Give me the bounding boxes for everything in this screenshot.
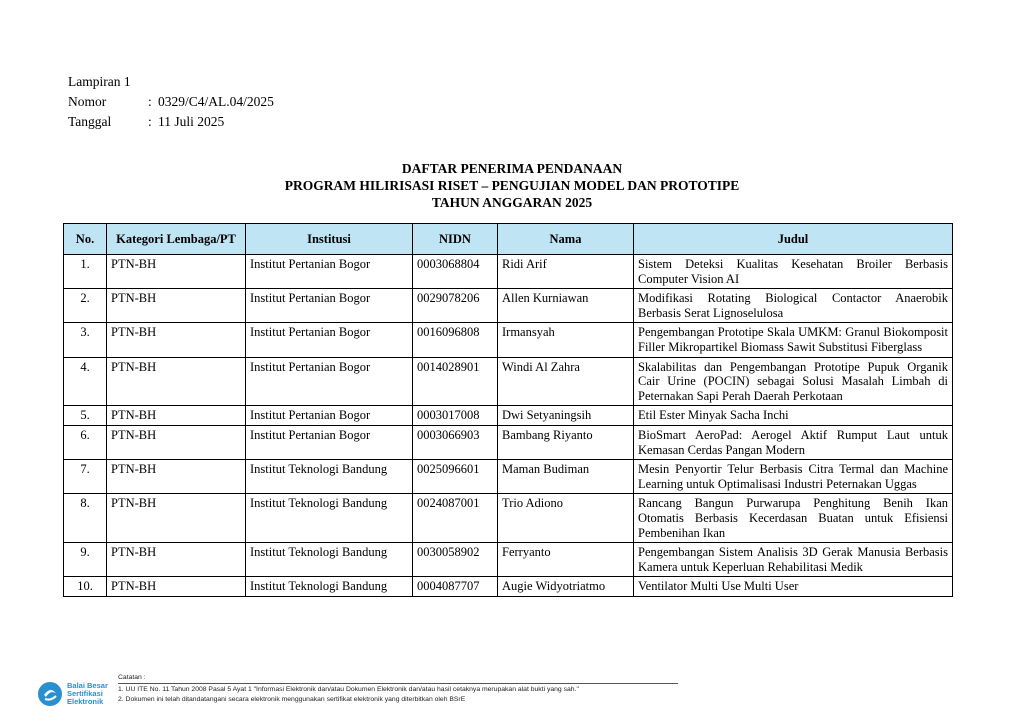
column-header-no: No. bbox=[64, 224, 107, 255]
title-line-1: DAFTAR PENERIMA PENDANAAN bbox=[401, 161, 623, 176]
row-no: 10. bbox=[64, 577, 107, 597]
row-nidn: 0014028901 bbox=[413, 357, 498, 406]
row-nidn: 0003066903 bbox=[413, 425, 498, 459]
row-kategori: PTN-BH bbox=[107, 425, 246, 459]
row-kategori: PTN-BH bbox=[107, 577, 246, 597]
row-kategori: PTN-BH bbox=[107, 289, 246, 323]
table-row bbox=[64, 543, 953, 577]
row-judul: Ventilator Multi Use Multi User bbox=[634, 577, 953, 597]
row-kategori: PTN-BH bbox=[107, 406, 246, 426]
row-no: 6. bbox=[64, 425, 107, 459]
row-nidn: 0003017008 bbox=[413, 406, 498, 426]
row-no: 5. bbox=[64, 406, 107, 426]
row-judul: Skalabilitas dan Pengembangan Prototipe Pupuk Organik Cair Urine (POCIN) sebagai Solusi Masalah Limbah di Peternakan Sapi Perah Daerah Perkotaan bbox=[634, 357, 953, 406]
column-header-kategori: Kategori Lembaga/PT bbox=[107, 224, 246, 255]
footer bbox=[36, 673, 686, 719]
row-judul: Mesin Penyortir Telur Berbasis Citra Termal dan Machine Learning untuk Optimalisasi Industri Peternakan Uggas bbox=[634, 460, 953, 494]
row-institusi: Institut Teknologi Bandung bbox=[246, 577, 413, 597]
row-nama: Irmansyah bbox=[498, 323, 634, 357]
row-institusi: Institut Teknologi Bandung bbox=[246, 543, 413, 577]
row-no: 3. bbox=[64, 323, 107, 357]
table-row bbox=[64, 255, 953, 289]
row-nama: Ferryanto bbox=[498, 543, 634, 577]
row-nama: Bambang Riyanto bbox=[498, 425, 634, 459]
row-nidn: 0016096808 bbox=[413, 323, 498, 357]
table-row bbox=[64, 460, 953, 494]
row-institusi: Institut Teknologi Bandung bbox=[246, 494, 413, 543]
row-kategori: PTN-BH bbox=[107, 460, 246, 494]
column-header-nama: Nama bbox=[498, 224, 634, 255]
title-line-3: TAHUN ANGGARAN 2025 bbox=[431, 195, 593, 210]
bsre-logo bbox=[36, 678, 116, 714]
nomor-separator: : bbox=[148, 94, 152, 109]
bsre-logo-text: Balai Besar Sertifikasi Elektronik bbox=[67, 681, 108, 706]
row-no: 2. bbox=[64, 289, 107, 323]
row-nidn: 0003068804 bbox=[413, 255, 498, 289]
table-row bbox=[64, 357, 953, 406]
tanggal-separator: : bbox=[148, 114, 152, 129]
column-header-judul: Judul bbox=[634, 224, 953, 255]
table-row bbox=[64, 425, 953, 459]
column-header-nidn: NIDN bbox=[413, 224, 498, 255]
catatan-divider bbox=[118, 683, 678, 684]
row-kategori: PTN-BH bbox=[107, 357, 246, 406]
row-institusi: Institut Pertanian Bogor bbox=[246, 357, 413, 406]
recipients-table bbox=[63, 223, 953, 597]
bsre-logo-icon bbox=[36, 680, 64, 708]
tanggal-label: Tanggal bbox=[68, 114, 112, 129]
title-line-2: PROGRAM HILIRISASI RISET – PENGUJIAN MODEL DAN PROTOTIPE bbox=[284, 178, 740, 193]
row-kategori: PTN-BH bbox=[107, 323, 246, 357]
row-judul: BioSmart AeroPad: Aerogel Aktif Rumput Laut untuk Kemasan Cerdas Pangan Modern bbox=[634, 425, 953, 459]
column-header-institusi: Institusi bbox=[246, 224, 413, 255]
row-institusi: Institut Pertanian Bogor bbox=[246, 425, 413, 459]
row-institusi: Institut Pertanian Bogor bbox=[246, 255, 413, 289]
catatan-note-1: 1. UU ITE No. 11 Tahun 2008 Pasal 5 Ayat 1 "Informasi Elektronik dan/atau Dokumen Elektronik dan/atau hasil cetaknya merupakan alat bukti yang sah." bbox=[118, 686, 579, 693]
row-kategori: PTN-BH bbox=[107, 543, 246, 577]
table-header-row bbox=[64, 224, 953, 255]
row-judul: Rancang Bangun Purwarupa Penghitung Benih Ikan Otomatis Berbasis Kecerdasan Buatan untuk Efisiensi Pembenihan Ikan bbox=[634, 494, 953, 543]
table-body bbox=[64, 255, 953, 597]
row-judul: Modifikasi Rotating Biological Contactor Anaerobik Berbasis Serat Lignoselulosa bbox=[634, 289, 953, 323]
row-nidn: 0029078206 bbox=[413, 289, 498, 323]
row-institusi: Institut Teknologi Bandung bbox=[246, 460, 413, 494]
row-nama: Windi Al Zahra bbox=[498, 357, 634, 406]
row-nama: Trio Adiono bbox=[498, 494, 634, 543]
document-title bbox=[0, 160, 1024, 211]
document-header bbox=[68, 72, 274, 132]
row-institusi: Institut Pertanian Bogor bbox=[246, 406, 413, 426]
catatan-title: Catatan : bbox=[118, 674, 146, 681]
row-nama: Ridi Arif bbox=[498, 255, 634, 289]
row-kategori: PTN-BH bbox=[107, 494, 246, 543]
table-row bbox=[64, 406, 953, 426]
row-judul: Sistem Deteksi Kualitas Kesehatan Broiler Berbasis Computer Vision AI bbox=[634, 255, 953, 289]
lampiran-label: Lampiran 1 bbox=[68, 74, 131, 89]
row-nama: Maman Budiman bbox=[498, 460, 634, 494]
row-kategori: PTN-BH bbox=[107, 255, 246, 289]
table-row bbox=[64, 494, 953, 543]
catatan-note-2: 2. Dokumen ini telah ditandatangani secara elektronik menggunakan sertifikat elektronik yang diterbitkan oleh BSrE bbox=[118, 696, 466, 703]
table-row bbox=[64, 323, 953, 357]
row-institusi: Institut Pertanian Bogor bbox=[246, 323, 413, 357]
row-institusi: Institut Pertanian Bogor bbox=[246, 289, 413, 323]
row-judul: Pengembangan Prototipe Skala UMKM: Granul Biokomposit Filler Mikropartikel Biomass Sawit Substitusi Fiberglass bbox=[634, 323, 953, 357]
row-nidn: 0024087001 bbox=[413, 494, 498, 543]
tanggal-value: 11 Juli 2025 bbox=[158, 114, 225, 129]
table-row bbox=[64, 289, 953, 323]
row-judul: Etil Ester Minyak Sacha Inchi bbox=[634, 406, 953, 426]
nomor-value: 0329/C4/AL.04/2025 bbox=[158, 94, 274, 109]
row-nama: Augie Widyotriatmo bbox=[498, 577, 634, 597]
row-no: 7. bbox=[64, 460, 107, 494]
row-nidn: 0004087707 bbox=[413, 577, 498, 597]
row-nidn: 0030058902 bbox=[413, 543, 498, 577]
row-nama: Dwi Setyaningsih bbox=[498, 406, 634, 426]
nomor-label: Nomor bbox=[68, 94, 107, 109]
table-row bbox=[64, 577, 953, 597]
row-no: 1. bbox=[64, 255, 107, 289]
row-no: 9. bbox=[64, 543, 107, 577]
row-no: 8. bbox=[64, 494, 107, 543]
tanggal-row bbox=[68, 112, 274, 132]
row-no: 4. bbox=[64, 357, 107, 406]
catatan-notes bbox=[118, 673, 688, 705]
row-judul: Pengembangan Sistem Analisis 3D Gerak Manusia Berbasis Kamera untuk Keperluan Rehabilitasi Medik bbox=[634, 543, 953, 577]
row-nama: Allen Kurniawan bbox=[498, 289, 634, 323]
nomor-row bbox=[68, 92, 274, 112]
row-nidn: 0025096601 bbox=[413, 460, 498, 494]
